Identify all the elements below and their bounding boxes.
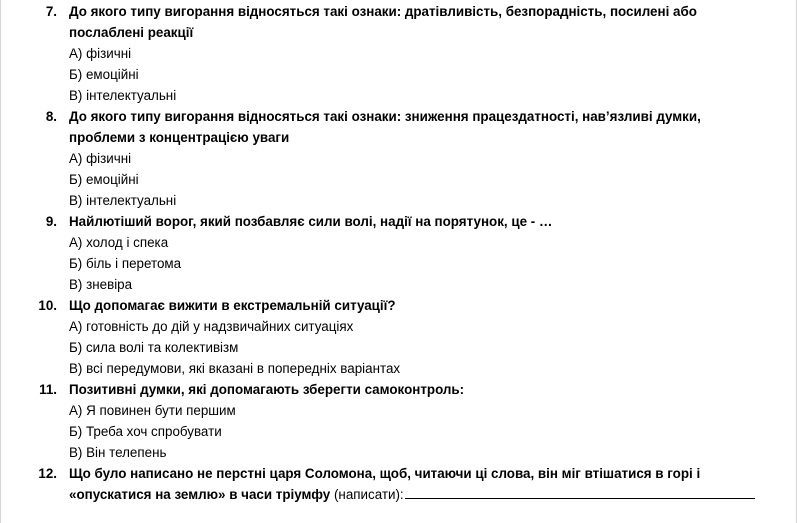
answer-option: В) всі передумови, які вказані в попередніх варіантах	[69, 361, 401, 376]
answer-blank-line[interactable]	[405, 486, 755, 499]
question-text: послаблені реакції	[69, 25, 194, 40]
answer-option: А) холод і спека	[69, 235, 169, 250]
question-text: До якого типу вигорання відносяться такі ознаки: зниження працездатності, нав’язливі думки,	[69, 109, 701, 124]
answer-option: Б) емоційні	[69, 172, 139, 187]
answer-option: Б) Треба хоч спробувати	[69, 424, 222, 439]
question-text-last-line	[69, 484, 796, 505]
answer-option: В) Він телепень	[69, 445, 167, 460]
question-number: 10.	[38, 298, 57, 313]
answer-hint: (написати):	[333, 487, 404, 502]
question-number: 7.	[45, 4, 57, 19]
answer-option: А) фізичні	[69, 46, 132, 61]
question-12	[1, 463, 796, 505]
answer-option: Б) емоційні	[69, 67, 139, 82]
question-11	[1, 379, 796, 463]
question-10	[1, 295, 796, 379]
answer-option: Б) сила волі та колективізм	[69, 340, 239, 355]
answer-option: Б) біль і перетома	[69, 256, 182, 271]
answer-option: А) Я повинен бути першим	[69, 403, 236, 418]
question-text: Позитивні думки, які допомагають зберегти самоконтроль:	[69, 382, 465, 397]
question-9	[1, 211, 796, 295]
answer-option: В) інтелектуальні	[69, 88, 177, 103]
answer-option: В) інтелектуальні	[69, 193, 177, 208]
question-text: Найлютіший ворог, який позбавляє сили волі, надії на порятунок, це - …	[69, 214, 553, 229]
question-number: 9.	[45, 214, 57, 229]
question-text: «опускатися на землю» в часи тріумфу	[69, 487, 331, 502]
question-text: До якого типу вигорання відносяться такі ознаки: дратівливість, безпорадність, посилені або	[69, 4, 697, 19]
question-number: 12.	[38, 466, 57, 481]
answer-option: В) зневіра	[69, 277, 133, 292]
question-text: Що допомагає вижити в екстремальній ситуації?	[69, 298, 396, 313]
question-text: проблеми з концентрацією уваги	[69, 130, 290, 145]
question-8	[1, 106, 796, 211]
answer-option: А) готовність до дій у надзвичайних ситуаціях	[69, 319, 354, 334]
question-text: Що було написано не перстні царя Соломона, щоб, читаючи ці слова, він міг втішатися в горі і	[69, 466, 701, 481]
question-number: 11.	[39, 382, 57, 397]
answer-option: А) фізичні	[69, 151, 132, 166]
question-number: 8.	[45, 109, 57, 124]
question-7	[1, 1, 796, 106]
